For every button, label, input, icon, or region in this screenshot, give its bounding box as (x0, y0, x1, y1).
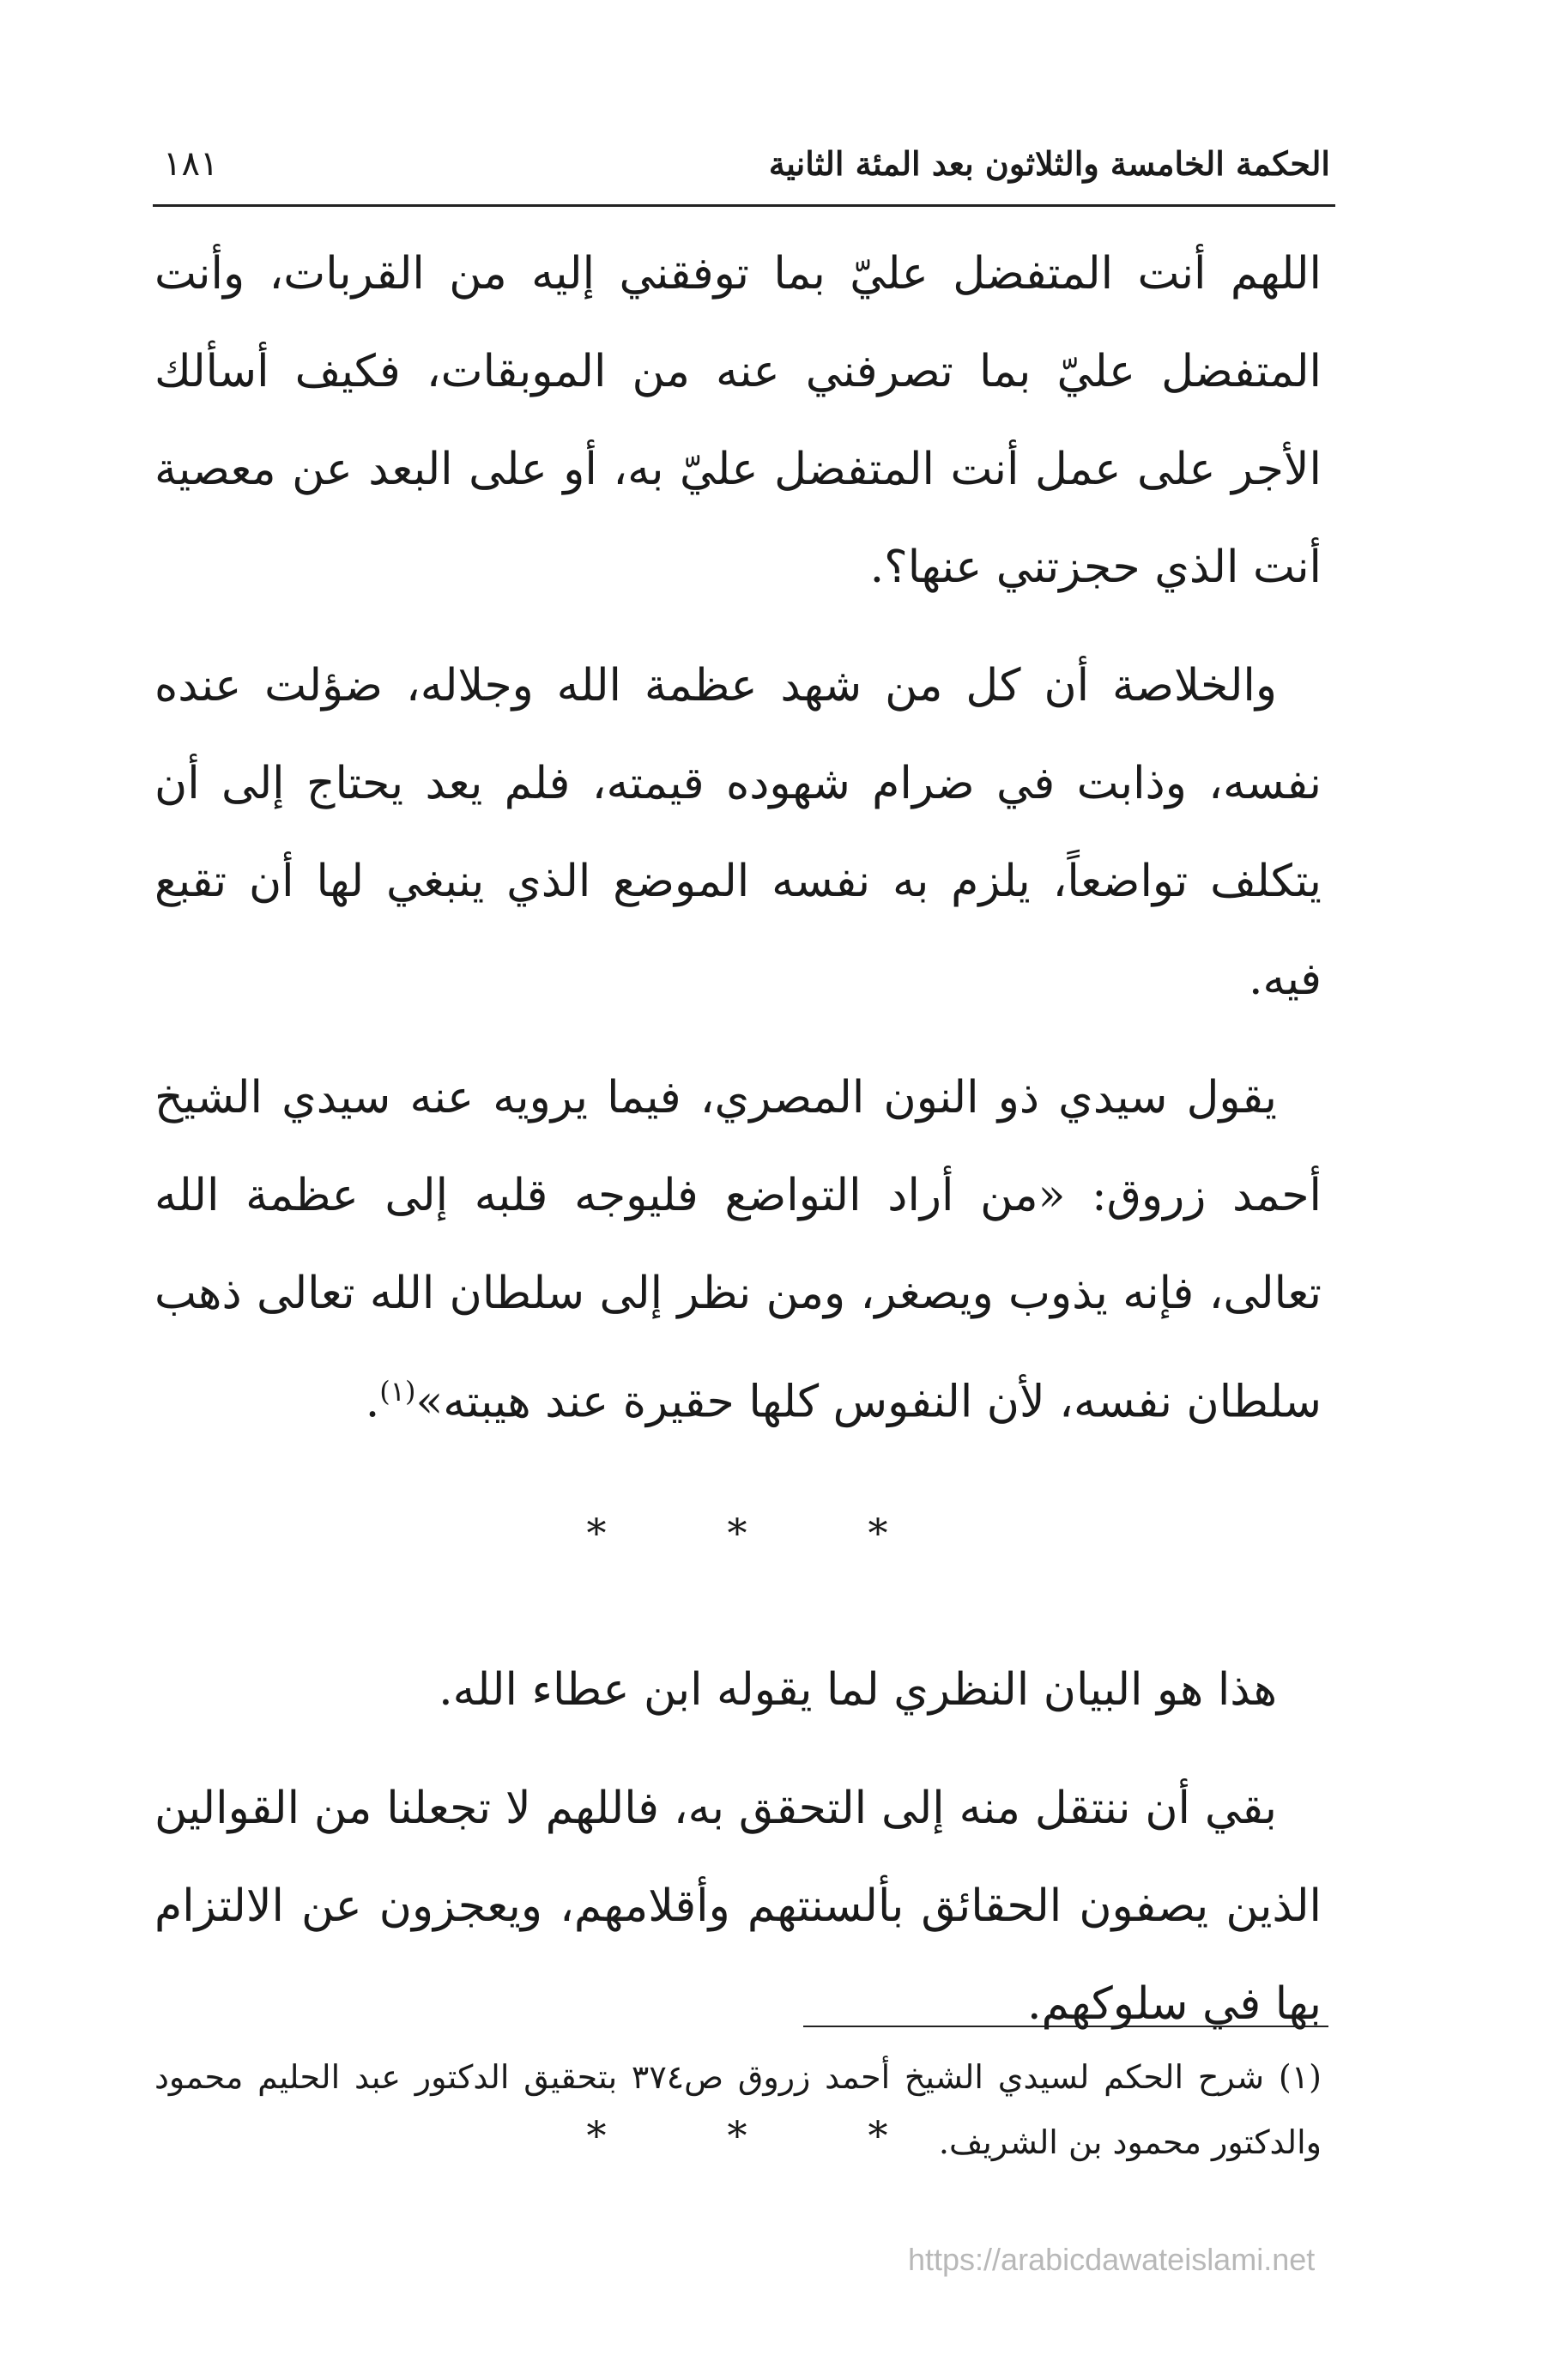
paragraph-4: هذا هو البيان النظري لما يقوله ابن عطاء الله. (439, 1664, 1277, 1717)
footnote-reference: (١) (379, 1375, 416, 1408)
separator-star: * (868, 2112, 890, 2159)
page-number: ١٨١ (163, 144, 219, 184)
footnote-text: (١) شرح الحكم لسيدي الشيخ أحمد زروق ص٣٧٤ بتحقيق الدكتور عبد الحليم محمود والدكتور محمود بن الشريف. (154, 2058, 1322, 2161)
separator-star: * (586, 1510, 608, 1557)
main-text (154, 225, 1322, 2244)
paragraph-5: بقي أن ننتقل منه إلى التحقق به، فاللهم لا تجعلنا من القوالين الذين يصفون الحقائق بألسنتهم وأقلامهم، ويعجزون عن الالتزام بها في سلوكهم. (154, 1783, 1322, 2031)
separator-star: * (868, 1510, 890, 1557)
running-head (163, 137, 1330, 197)
watermark-url: https://arabicdawateislami.net (908, 2242, 1316, 2277)
paragraph-2: والخلاصة أن كل من شهد عظمة الله وجلاله، ضؤلت عنده نفسه، وذابت في ضرام شهوده قيمته، فلم يعد يحتاج إلى أن يتكلف تواضعاً، يلزم به نفسه الموضع الذي ينبغي لها أن تقبع فيه. (154, 660, 1322, 1005)
footnote-rule (803, 2026, 1328, 2027)
footnote (154, 2044, 1322, 2175)
paragraph-3-end: . (365, 1376, 380, 1428)
separator-star: * (727, 2112, 749, 2159)
separator-star: * (727, 1510, 749, 1557)
running-title: الحكمة الخامسة والثلاثون بعد المئة الثانية (768, 144, 1330, 183)
paragraph-3-text: يقول سيدي ذو النون المصري، فيما يرويه عنه سيدي الشيخ أحمد زروق: «من أراد التواضع فليوجه قلبه إلى عظمة الله تعالى، فإنه يذوب ويصغر، ومن نظر إلى سلطان الله تعالى ذهب سلطان نفسه، لأن النفوس كلها حقيرة عند هيبته» (154, 1072, 1322, 1428)
separator-star: * (586, 2112, 608, 2159)
paragraph-1: اللهم أنت المتفضل عليّ بما توفقني إليه من القربات، وأنت المتفضل عليّ بما تصرفني عنه من الموبقات، فكيف أسألك الأجر على عمل أنت المتفضل عليّ به، أو على البعد عن معصية أنت الذي حجزتني عنها؟. (154, 248, 1322, 593)
section-separator-1 (154, 1499, 1322, 1567)
paragraph-3 (154, 1049, 1322, 1450)
header-rule (153, 204, 1335, 207)
